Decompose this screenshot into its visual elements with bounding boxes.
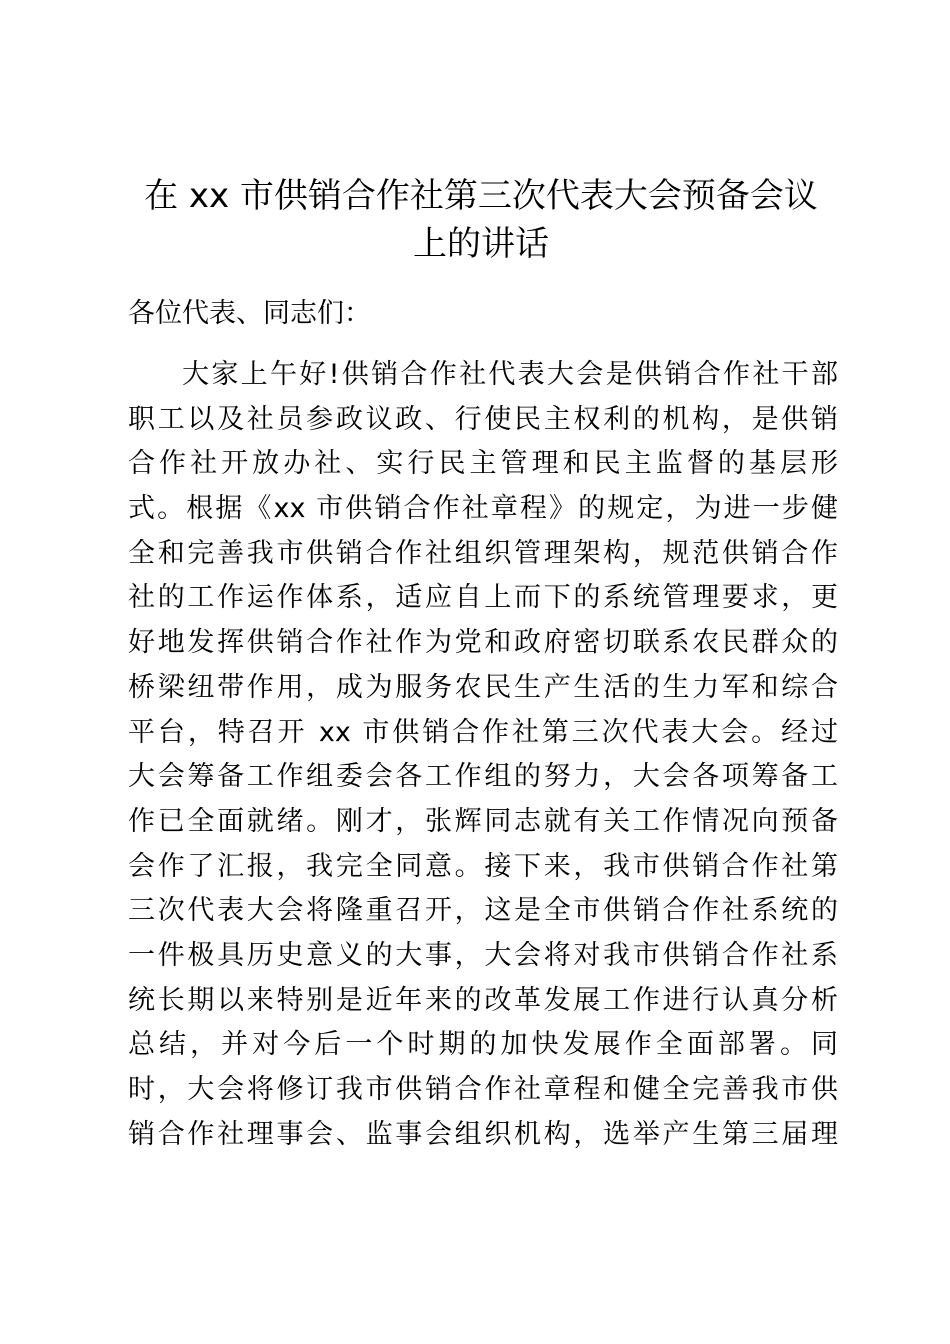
salutation: 各位代表、同志们： xyxy=(128,298,371,329)
body-paragraph xyxy=(128,353,838,1157)
body-line: 一件极具历史意义的大事，大会将对我市供销合作社系 xyxy=(128,939,838,971)
body-line: 社的工作运作体系，适应自上而下的系统管理要求，更 xyxy=(128,582,838,614)
body-line: 好地发挥供销合作社作为党和政府密切联系农民群众的 xyxy=(128,627,838,659)
body-line: 大家上午好!供销合作社代表大会是供销合作社干部 xyxy=(182,359,838,390)
body-line: 作已全面就绪。刚才，张辉同志就有关工作情况向预备 xyxy=(128,805,838,837)
body-line: 三次代表大会将隆重召开，这是全市供销合作社系统的 xyxy=(128,895,838,927)
body-line: 职工以及社员参政议政、行使民主权利的机构，是供销 xyxy=(128,403,838,435)
body-line: 全和完善我市供销合作社组织管理架构，规范供销合作 xyxy=(128,537,838,569)
body-line: 统长期以来特别是近年来的改革发展工作进行认真分析 xyxy=(128,984,838,1016)
body-line: 平台，特召开 xx 市供销合作社第三次代表大会。经过 xyxy=(128,716,838,748)
body-line: 销合作社理事会、监事会组织机构，选举产生第三届理 xyxy=(128,1118,838,1150)
title-line: 在 xx 市供销合作社第三次代表大会预备会议 xyxy=(144,176,818,216)
body-line: 桥梁纽带作用，成为服务农民生产生活的生力军和综合 xyxy=(128,671,838,703)
body-line: 会作了汇报，我完全同意。接下来，我市供销合作社第 xyxy=(128,850,838,882)
body-line: 式。根据《xx 市供销合作社章程》的规定，为进一步健 xyxy=(128,493,838,525)
body-line: 时，大会将修订我市供销合作社章程和健全完善我市供 xyxy=(128,1074,838,1105)
body-line: 大会筹备工作组委会各工作组的努力，大会各项筹备工 xyxy=(128,761,838,793)
title-line: 上的讲话 xyxy=(413,224,549,264)
document-title xyxy=(128,172,834,268)
body-line: 总结，并对今后一个时期的加快发展作全面部署。同 xyxy=(128,1029,838,1061)
body-line: 合作社开放办社、实行民主管理和民主监督的基层形 xyxy=(128,448,838,480)
